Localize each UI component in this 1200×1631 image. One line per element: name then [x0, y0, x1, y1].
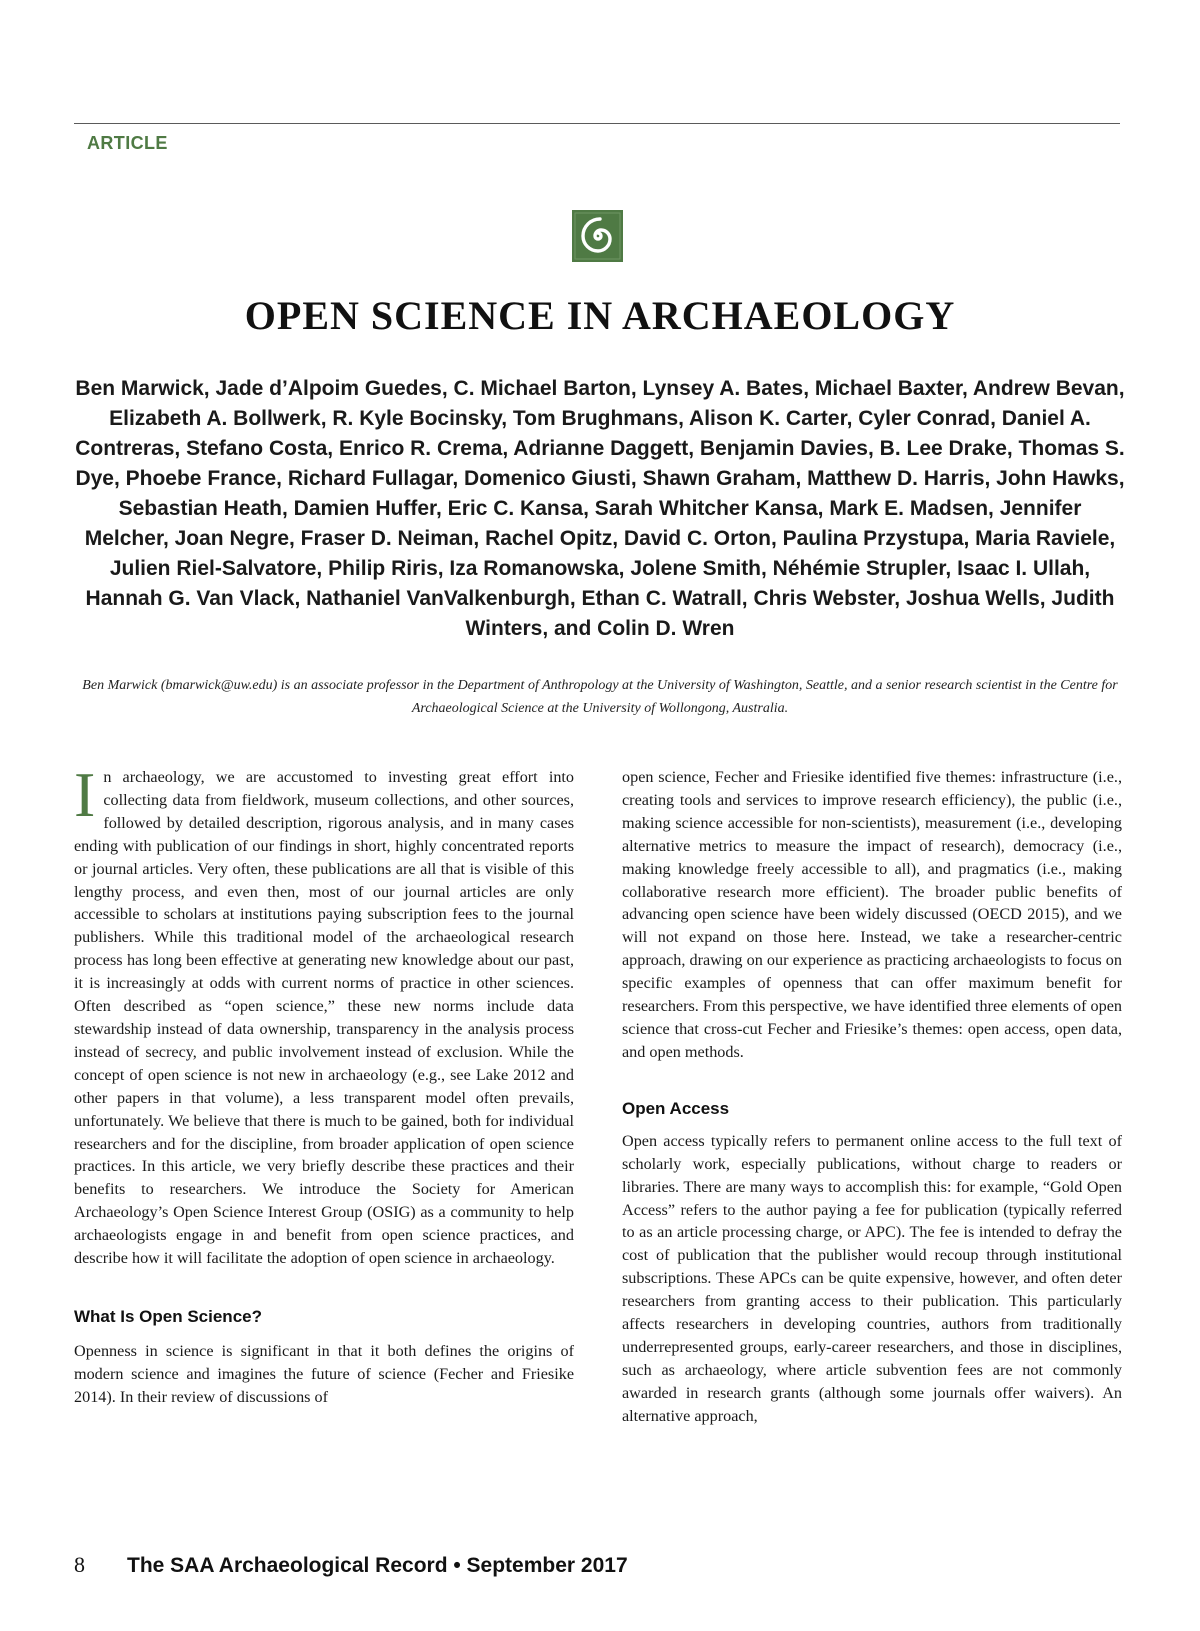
journal-footer: The SAA Archaeological Record • September 2017: [127, 1554, 628, 1577]
section-paragraph: Openness in science is significant in that it both defines the origins of modern science and imagines the future of science (Fecher and Friesike 2014). In their review of discussions of: [74, 1341, 574, 1406]
article-title: OPEN SCIENCE IN ARCHAEOLOGY: [244, 293, 956, 338]
header-rule: [74, 123, 1120, 124]
intro-paragraph: [74, 759, 574, 1270]
author-list: Ben Marwick, Jade d’Alpoim Guedes, C. Michael Barton, Lynsey A. Bates, Michael Baxter, Andrew Bevan, Elizabeth A. Bollwerk, R. Kyle Bocinsky, Tom Brughmans, Alison K. Carter, Cyler Conrad, Daniel A. Contreras, Stefano Costa, Enrico R. Crema, Adrianne Daggett, Benjamin Davies, B. Lee Drake, Thomas S. Dye, Phoebe France, Richard Fullagar, Domenico Giusti, Shawn Graham, Matthew D. Harris, John Hawks, Sebastian Heath, Damien Huffer, Eric C. Kansa, Sarah Whitcher Kansa, Mark E. Madsen, Jennifer Melcher, Joan Negre, Fraser D. Neiman, Rachel Opitz, David C. Orton, Paulina Przystupa, Maria Raviele, Julien Riel-Salvatore, Philip Riris, Iza Romanowska, Jolene Smith, Néhémie Strupler, Isaac I. Ullah, Hannah G. Van Vlack, Nathaniel VanValkenburgh, Ethan C. Watrall, Chris Webster, Joshua Wells, Judith Winters, and Colin D. Wren: [75, 377, 1125, 640]
right-column: [622, 766, 1122, 1428]
open-access-paragraph: Open access typically refers to permanent online access to the full text of scholarly work, especially publications, without charge to readers or libraries. There are many ways to accomplish this: for example, “Gold Open Access” refers to the author paying a fee for publication (typically referred to as an article processing charge, or APC). The fee is intended to defray the cost of publication that the publisher would recoup through institutional subscriptions. These APCs can be quite expensive, however, and often deter researchers from granting access to their publication. This particularly affects researchers in developing countries, authors from traditionally underrepresented groups, early-career researchers, and those in disciplines, such as archaeology, where article subvention fees are not commonly awarded in research grants (although some journals offer waivers). An alternative approach,: [622, 1131, 1122, 1425]
page-footer: [74, 1552, 628, 1578]
article-kicker: ARTICLE: [87, 133, 168, 153]
section-heading-what-is-open-science: What Is Open Science?: [74, 1306, 262, 1326]
continued-paragraph: open science, Fecher and Friesike identified five themes: infrastructure (i.e., creating tools and services to improve research efficiency), the public (i.e., making science accessible for non-scientists), measurement (i.e., developing alternative metrics to measure the impact of research), democracy (i.e., making knowledge freely accessible to all), and pragmatics (i.e., making collaborative research more efficient). The broader public benefits of advancing open science have been widely discussed (OECD 2015), and we will not expand on those here. Instead, we take a researcher-centric approach, drawing on our experience as practicing archaeologists to focus on specific examples of openness that can offer maximum benefit for researchers. From this perspective, we have identified three elements of open science that cross-cut Fecher and Friesike’s themes: open access, open data, and open methods.: [622, 768, 1122, 1061]
left-column: [74, 759, 574, 1409]
drop-cap: I: [74, 759, 96, 830]
page-number: 8: [74, 1552, 85, 1577]
section-heading-open-access: Open Access: [622, 1098, 730, 1118]
spiral-logo-icon: [572, 210, 623, 262]
intro-text: n archaeology, we are accustomed to investing great effort into collecting data from fieldwork, museum collections, and other sources, followed by detailed description, rigorous analysis, and in many cases ending with publication of our findings in short, highly concentrated reports or journal articles. Very often, these publications are all that is visible of this lengthy process, and even then, most of our journal articles are only accessible to scholars at institutions paying subscription fees to the journal publishers. While this traditional model of the archaeological research process has long been effective at generating new knowledge about our past, it is increasingly at odds with current norms of practice in other sciences. Often described as “open science,” these new norms include data stewardship instead of data ownership, transparency in the analysis process instead of secrecy, and public involvement instead of exclusion. While the concept of open science is not new in archaeology (e.g., see Lake 2012 and other papers in that volume), a less transparent model often prevails, unfortunately. We believe that there is much to be gained, both for individual researchers and for the discipline, from broader application of open science practices. In this article, we very briefly describe these practices and their benefits to researchers. We introduce the Society for American Archaeology’s Open Science Interest Group (OSIG) as a community to help archaeologists engage in and benefit from open science practices, and describe how it will facilitate the adoption of open science in archaeology.: [74, 768, 574, 1268]
author-affiliation: Ben Marwick (bmarwick@uw.edu) is an associate professor in the Department of Anthropology at the University of Washington, Seattle, and a senior research scientist in the Centre for Archaeological Science at the University of Wollongong, Australia.: [82, 678, 1118, 716]
